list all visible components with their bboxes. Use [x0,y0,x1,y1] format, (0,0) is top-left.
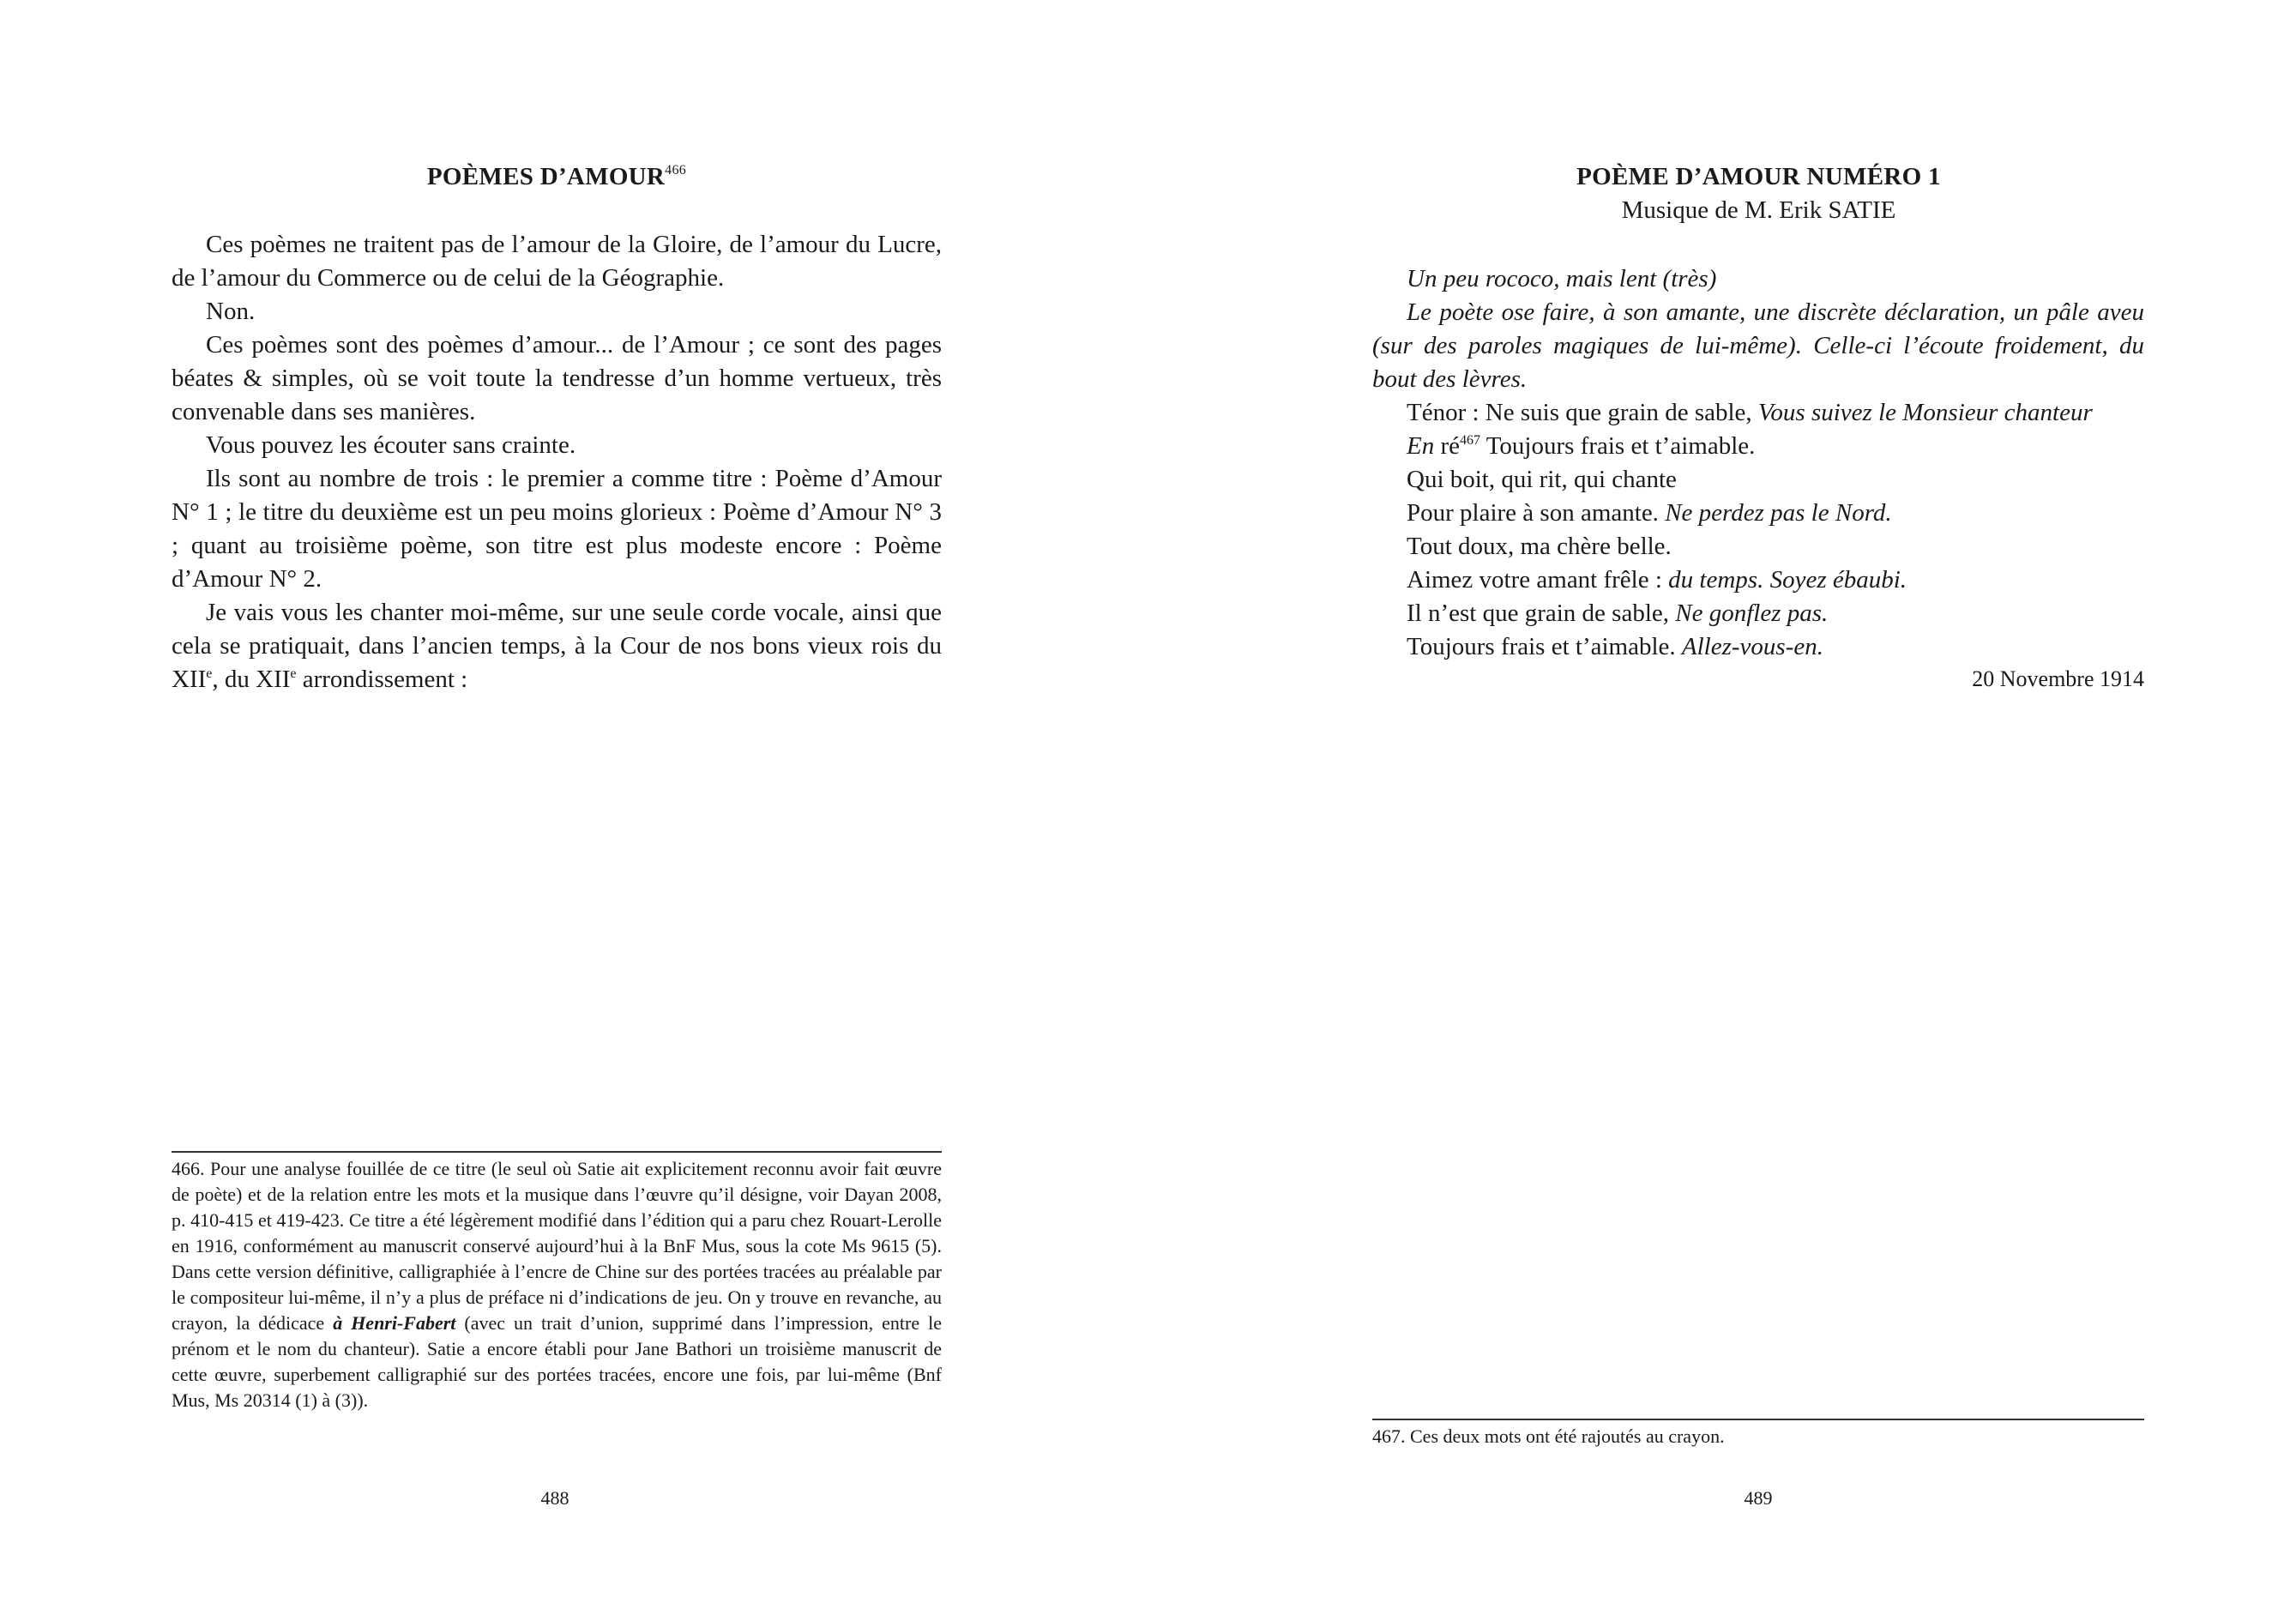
page-number: 489 [1744,1487,1773,1509]
footnote-text: (avec un trait d’union, supprimé dans l’impression, entre le prénom et le nom du chanteur). Satie a encore établi pour Jane Bathori un troisième manuscrit de cette œuvre, superbement calligraphié sur des portées tracées, encore une fois, par lui-même (Bnf Mus, Ms 20314 (1) à (3)). [172,1312,942,1411]
verse-annotation: Vous suivez le Monsieur chanteur [1757,399,2093,426]
verse-line [1372,563,2144,597]
verse-annotation: Ne gonflez pas. [1675,600,1829,627]
verse-annotation: Ne perdez pas le Nord. [1665,499,1892,527]
page-title: POÈME D’AMOUR NUMÉRO 1 [1576,163,1941,190]
footnote-466 [172,1156,942,1413]
verse-text: Toujours frais et t’aimable. [1480,432,1756,460]
page-title [172,163,942,191]
paragraph: Ils sont au nombre de trois : le premier a comme titre : Poème d’Amour N° 1 ; le titre du deuxième est un peu moins glorieux : Poème d’Amour N° 3 ; quant au troisième poème, son titre est plus modeste encore : Poème d’Amour N° 2. [172,465,942,593]
paragraph: Ces poèmes ne traitent pas de l’amour de la Gloire, de l’amour du Lucre, de l’amour du Commerce ou de celui de la Géographie. [172,231,942,292]
subtitle: Musique de M. Erik SATIE [1621,196,1896,224]
verse-text: Pour plaire à son amante. [1407,499,1666,527]
footnote-rule [172,1151,942,1153]
verse-line [1372,396,2144,430]
title-text: POÈMES D’AMOUR [426,163,666,190]
tempo-marking: Un peu rococo, mais lent (très) [1407,265,1717,292]
superscript: e [290,666,297,681]
verse-line: Tout doux, ma chère belle. [1407,533,1672,560]
footnote-ref-467[interactable]: 467 [1460,433,1480,448]
dedication: à Henri-Fabert [333,1312,456,1334]
footnote-text: 466. Pour une analyse fouillée de ce titre (le seul où Satie ait explicitement reconnu avoir fait œuvre de poète) et de la relation entre les mots et la musique dans l’œuvre qu’il désigne, voir Dayan 2008, p. 410-415 et 419-423. Ce titre a été légèrement modifié dans l’édition qui a paru chez Rouart-Lerolle en 1916, conformément au manuscrit conservé aujourd’hui à la BnF Mus, sous la cote Ms 9615 (5). Dans cette version définitive, calligraphiée à l’encre de Chine sur des portées tracées au préalable par le compositeur lui-même, il n’y a plus de préface ni d’indications de jeu. On y trouve en revanche, au crayon, la dédicace [172,1158,942,1334]
verse-line [1372,497,2144,530]
right-page [1148,0,2296,1621]
footnote-rule [1372,1419,2144,1420]
verse-line [1372,597,2144,630]
paragraph [172,596,942,696]
date: 20 Novembre 1914 [1972,666,2144,691]
verse-line [1372,430,2144,463]
paragraph: Ces poèmes sont des poèmes d’amour... de l’Amour ; ce sont des pages béates & simples, où se voit toute la tendresse d’un homme vertueux, très convenable dans ses manières. [172,331,942,425]
verse-annotation: En [1407,432,1435,460]
verse-line: Qui boit, qui rit, qui chante [1407,466,1677,493]
verse-text: Ténor : Ne suis que grain de sable, [1407,399,1758,426]
verse-text: Il n’est que grain de sable, [1407,600,1676,627]
stage-direction: Le poète ose faire, à son amante, une discrète déclaration, un pâle aveu (sur des paroles magiques de lui-même). Celle-ci l’écoute froidement, du bout des lèvres. [1372,298,2144,393]
page-number: 488 [540,1487,569,1509]
text-run: arrondissement : [296,666,468,693]
verse-text: Toujours frais et t’aimable. [1407,633,1682,660]
text-run: Je vais vous les chanter moi-même, sur une seule corde vocale, ainsi que cela se pratiquait, dans l’ancien temps, à la Cour de nos bons vieux rois du XII [172,599,942,693]
verse-annotation: du temps. Soyez ébaubi. [1668,566,1907,594]
song-text [1372,262,2144,695]
text-run: , du XII [212,666,291,693]
verse-line [1372,630,2144,664]
footnote-ref-466[interactable]: 466 [665,163,687,178]
paragraph: Non. [206,298,256,325]
footnote-467: 467. Ces deux mots ont été rajoutés au crayon. [1372,1425,1725,1447]
superscript: e [206,666,213,681]
verse-text: ré [1434,432,1460,460]
verse-text: Aimez votre amant frêle : [1407,566,1669,594]
verse-annotation: Allez-vous-en. [1681,633,1823,660]
preface-text [172,228,942,696]
paragraph: Vous pouvez les écouter sans crainte. [206,431,576,459]
